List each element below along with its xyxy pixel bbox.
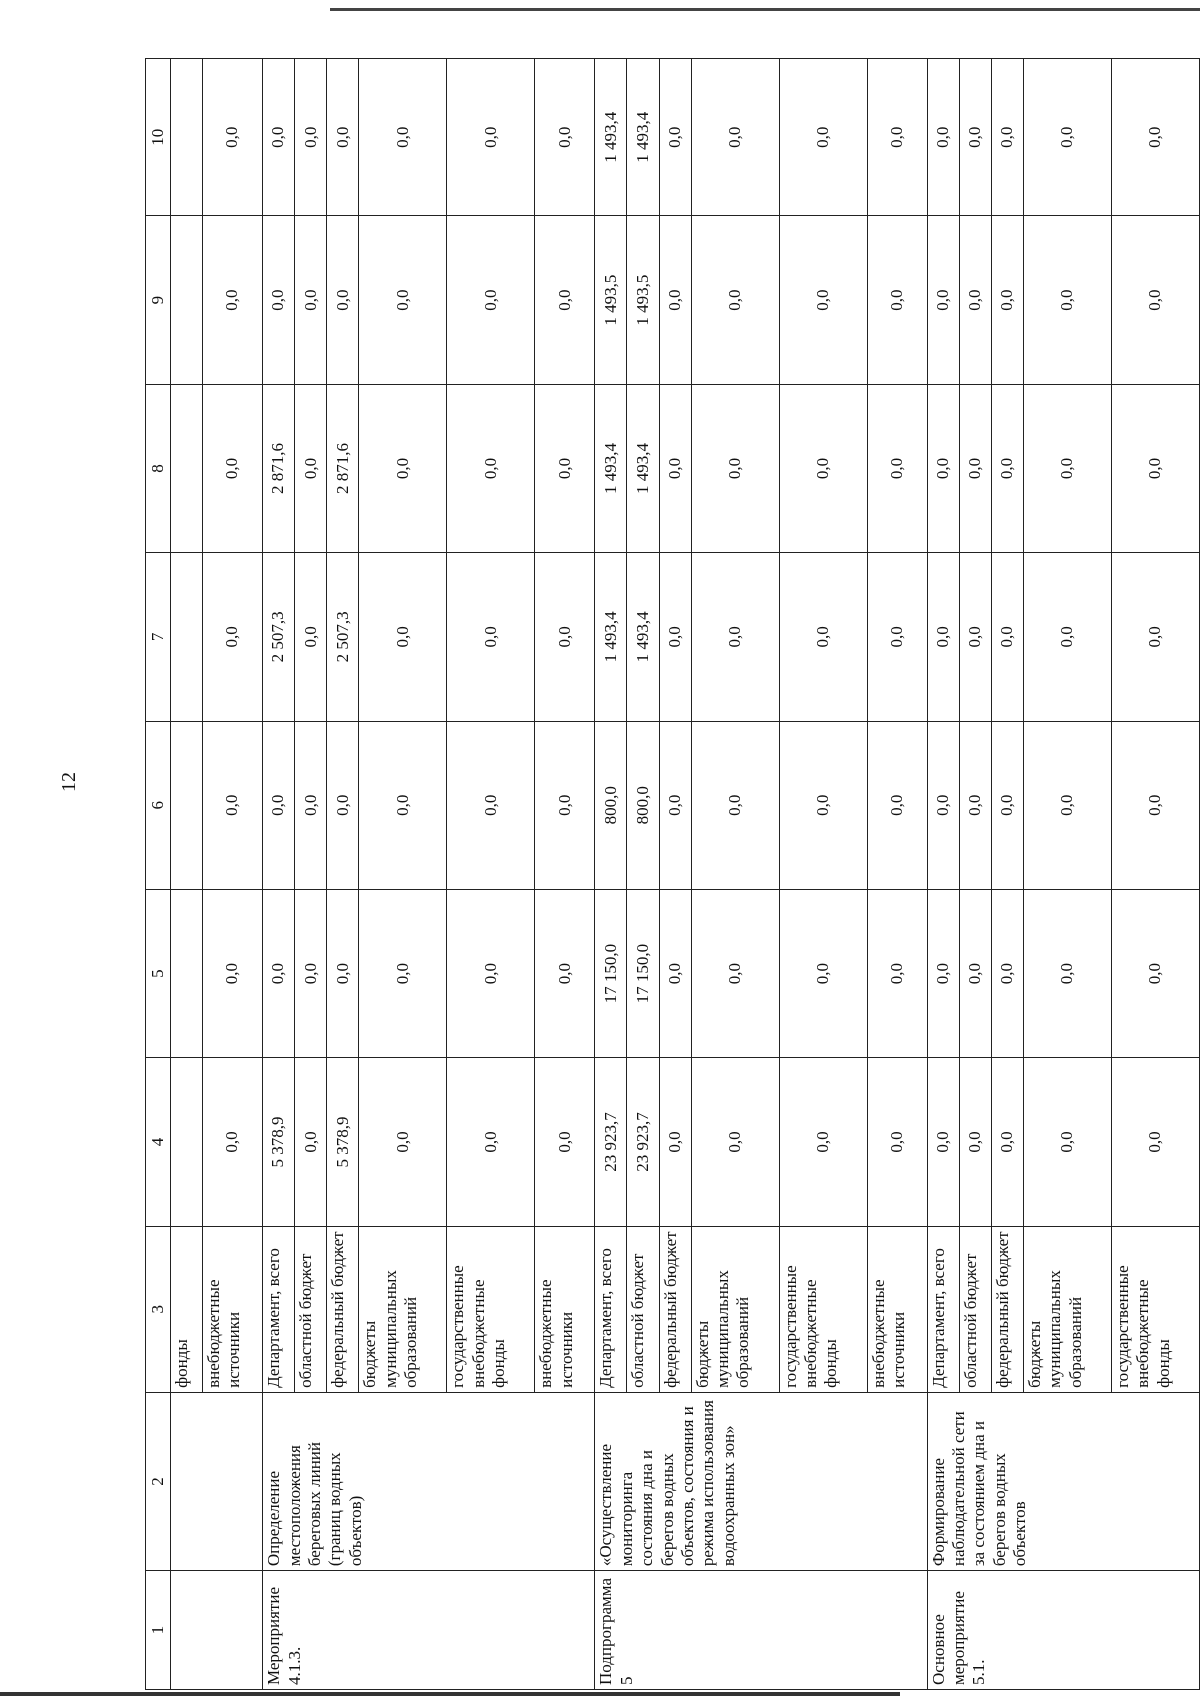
value-cell: 0,0 — [991, 216, 1023, 384]
funding-source: внебюджетные источники — [867, 1226, 927, 1392]
funding-source: Департамент, всего — [595, 1226, 627, 1392]
value-cell: 0,0 — [295, 384, 327, 552]
rotated-table-area — [145, 58, 1200, 1690]
value-cell: 0,0 — [991, 889, 1023, 1057]
value-cell: 0,0 — [927, 553, 959, 721]
value-cell: 0,0 — [203, 1058, 263, 1226]
value-cell: 0,0 — [659, 721, 691, 889]
value-cell: 0,0 — [203, 889, 263, 1057]
value-cell: 800,0 — [595, 721, 627, 889]
table-row — [171, 59, 203, 1690]
value-cell: 0,0 — [659, 216, 691, 384]
value-cell: 0,0 — [1023, 216, 1111, 384]
value-cell — [171, 721, 203, 889]
funding-source: внебюджетные источники — [203, 1226, 263, 1392]
value-cell: 0,0 — [927, 889, 959, 1057]
value-cell: 0,0 — [991, 59, 1023, 216]
value-cell: 0,0 — [535, 1058, 595, 1226]
value-cell: 0,0 — [535, 59, 595, 216]
value-cell: 0,0 — [1023, 1058, 1111, 1226]
funding-source: федеральный бюджет — [991, 1226, 1023, 1392]
value-cell: 0,0 — [867, 59, 927, 216]
budget-table — [145, 58, 1200, 1690]
value-cell: 0,0 — [327, 216, 359, 384]
item-title: Определение местоположения береговых линий (границ водных объектов) — [263, 1392, 595, 1570]
funding-source: бюджеты муниципальных образований — [691, 1226, 779, 1392]
value-cell: 0,0 — [203, 59, 263, 216]
column-number: 9 — [146, 216, 171, 384]
value-cell: 1 493,4 — [595, 59, 627, 216]
value-cell: 0,0 — [991, 1058, 1023, 1226]
value-cell: 0,0 — [359, 384, 447, 552]
funding-source: фонды — [171, 1226, 203, 1392]
value-cell — [171, 1058, 203, 1226]
value-cell: 0,0 — [867, 216, 927, 384]
value-cell: 0,0 — [779, 553, 867, 721]
funding-source: государственные внебюджетные фонды — [1111, 1226, 1199, 1392]
value-cell: 0,0 — [447, 721, 535, 889]
value-cell: 0,0 — [959, 553, 991, 721]
value-cell: 0,0 — [991, 384, 1023, 552]
value-cell: 0,0 — [779, 721, 867, 889]
column-number: 5 — [146, 889, 171, 1057]
column-number-row — [146, 59, 171, 1690]
column-number: 2 — [146, 1392, 171, 1570]
value-cell: 0,0 — [1023, 721, 1111, 889]
value-cell: 0,0 — [1111, 1058, 1199, 1226]
value-cell: 0,0 — [359, 1058, 447, 1226]
table-body — [171, 59, 1200, 1690]
value-cell: 0,0 — [203, 384, 263, 552]
value-cell: 0,0 — [1023, 889, 1111, 1057]
value-cell: 1 493,4 — [595, 384, 627, 552]
value-cell — [171, 384, 203, 552]
value-cell: 0,0 — [867, 889, 927, 1057]
value-cell: 17 150,0 — [627, 889, 659, 1057]
value-cell: 2 871,6 — [263, 384, 295, 552]
value-cell: 0,0 — [1023, 384, 1111, 552]
value-cell: 2 507,3 — [327, 553, 359, 721]
value-cell: 0,0 — [263, 59, 295, 216]
value-cell: 0,0 — [1111, 59, 1199, 216]
item-code: Подпрограмма 5 — [595, 1571, 927, 1690]
value-cell: 0,0 — [867, 1058, 927, 1226]
value-cell: 800,0 — [627, 721, 659, 889]
value-cell: 0,0 — [927, 59, 959, 216]
value-cell — [171, 59, 203, 216]
value-cell: 0,0 — [295, 721, 327, 889]
value-cell: 0,0 — [959, 1058, 991, 1226]
value-cell: 0,0 — [535, 384, 595, 552]
value-cell: 23 923,7 — [627, 1058, 659, 1226]
value-cell: 0,0 — [535, 889, 595, 1057]
funding-source: государственные внебюджетные фонды — [779, 1226, 867, 1392]
value-cell: 0,0 — [691, 889, 779, 1057]
column-number: 10 — [146, 59, 171, 216]
value-cell: 2 871,6 — [327, 384, 359, 552]
value-cell: 0,0 — [359, 721, 447, 889]
value-cell: 0,0 — [1111, 553, 1199, 721]
value-cell: 5 378,9 — [327, 1058, 359, 1226]
value-cell: 0,0 — [691, 1058, 779, 1226]
value-cell: 1 493,4 — [595, 553, 627, 721]
value-cell: 0,0 — [295, 216, 327, 384]
value-cell: 0,0 — [779, 216, 867, 384]
value-cell: 0,0 — [535, 216, 595, 384]
value-cell: 0,0 — [295, 553, 327, 721]
value-cell: 0,0 — [991, 721, 1023, 889]
value-cell: 0,0 — [1111, 721, 1199, 889]
value-cell: 0,0 — [927, 721, 959, 889]
value-cell: 0,0 — [659, 384, 691, 552]
value-cell: 5 378,9 — [263, 1058, 295, 1226]
table-row — [927, 59, 959, 1690]
value-cell: 0,0 — [203, 553, 263, 721]
value-cell: 0,0 — [779, 1058, 867, 1226]
funding-source: бюджеты муниципальных образований — [1023, 1226, 1111, 1392]
funding-source: Департамент, всего — [263, 1226, 295, 1392]
value-cell: 0,0 — [327, 889, 359, 1057]
value-cell: 0,0 — [991, 553, 1023, 721]
value-cell: 1 493,5 — [627, 216, 659, 384]
value-cell: 0,0 — [295, 1058, 327, 1226]
value-cell: 0,0 — [295, 59, 327, 216]
value-cell: 0,0 — [659, 1058, 691, 1226]
funding-source: федеральный бюджет — [659, 1226, 691, 1392]
value-cell: 0,0 — [1111, 216, 1199, 384]
bottom-rule — [0, 1692, 900, 1696]
funding-source: областной бюджет — [959, 1226, 991, 1392]
value-cell: 0,0 — [535, 721, 595, 889]
value-cell: 0,0 — [447, 384, 535, 552]
value-cell: 0,0 — [691, 59, 779, 216]
value-cell: 0,0 — [359, 216, 447, 384]
value-cell: 1 493,5 — [595, 216, 627, 384]
funding-source: Департамент, всего — [927, 1226, 959, 1392]
funding-source: бюджеты муниципальных образований — [359, 1226, 447, 1392]
value-cell: 0,0 — [867, 553, 927, 721]
value-cell: 0,0 — [359, 889, 447, 1057]
column-number: 6 — [146, 721, 171, 889]
value-cell: 0,0 — [959, 59, 991, 216]
value-cell: 0,0 — [447, 216, 535, 384]
value-cell: 0,0 — [927, 384, 959, 552]
funding-source: областной бюджет — [295, 1226, 327, 1392]
value-cell: 0,0 — [447, 59, 535, 216]
column-number: 7 — [146, 553, 171, 721]
value-cell: 0,0 — [959, 721, 991, 889]
value-cell — [171, 889, 203, 1057]
value-cell: 0,0 — [959, 889, 991, 1057]
value-cell: 1 493,4 — [627, 59, 659, 216]
value-cell: 0,0 — [263, 721, 295, 889]
value-cell: 0,0 — [691, 553, 779, 721]
value-cell: 0,0 — [927, 216, 959, 384]
item-title — [171, 1392, 263, 1570]
item-title: Формирование наблюдательной сети за состоянием дна и берегов водных объектов — [927, 1392, 1199, 1570]
value-cell: 0,0 — [1111, 384, 1199, 552]
value-cell: 0,0 — [659, 553, 691, 721]
value-cell: 0,0 — [295, 889, 327, 1057]
value-cell: 0,0 — [203, 216, 263, 384]
value-cell: 0,0 — [691, 216, 779, 384]
value-cell: 0,0 — [691, 384, 779, 552]
value-cell — [171, 553, 203, 721]
value-cell: 0,0 — [779, 59, 867, 216]
value-cell: 0,0 — [327, 721, 359, 889]
page-number: 12 — [58, 772, 80, 792]
item-code: Основное мероприятие 5.1. — [927, 1571, 1199, 1690]
item-code: Мероприятие 4.1.3. — [263, 1571, 595, 1690]
value-cell: 0,0 — [1111, 889, 1199, 1057]
value-cell: 0,0 — [327, 59, 359, 216]
value-cell: 0,0 — [959, 384, 991, 552]
column-number: 8 — [146, 384, 171, 552]
item-code — [171, 1571, 263, 1690]
funding-source: федеральный бюджет — [327, 1226, 359, 1392]
value-cell: 2 507,3 — [263, 553, 295, 721]
value-cell: 0,0 — [359, 553, 447, 721]
value-cell: 0,0 — [659, 889, 691, 1057]
value-cell: 0,0 — [263, 216, 295, 384]
value-cell: 0,0 — [447, 553, 535, 721]
value-cell: 23 923,7 — [595, 1058, 627, 1226]
value-cell: 0,0 — [779, 384, 867, 552]
value-cell: 1 493,4 — [627, 553, 659, 721]
value-cell: 0,0 — [659, 59, 691, 216]
table-row — [595, 59, 627, 1690]
funding-source: областной бюджет — [627, 1226, 659, 1392]
value-cell: 1 493,4 — [627, 384, 659, 552]
column-number: 1 — [146, 1571, 171, 1690]
value-cell: 0,0 — [691, 721, 779, 889]
value-cell: 0,0 — [867, 384, 927, 552]
table-row — [263, 59, 295, 1690]
value-cell: 0,0 — [1023, 59, 1111, 216]
value-cell: 0,0 — [1023, 553, 1111, 721]
funding-source: государственные внебюджетные фонды — [447, 1226, 535, 1392]
item-title: «Осуществление мониторинга состояния дна и берегов водных объектов, состояния и режима использования водоохранных зон» — [595, 1392, 927, 1570]
top-rule — [330, 8, 1200, 11]
value-cell: 0,0 — [927, 1058, 959, 1226]
value-cell: 0,0 — [535, 553, 595, 721]
value-cell: 0,0 — [959, 216, 991, 384]
value-cell: 0,0 — [447, 889, 535, 1057]
funding-source: внебюджетные источники — [535, 1226, 595, 1392]
column-number: 4 — [146, 1058, 171, 1226]
value-cell: 0,0 — [359, 59, 447, 216]
value-cell: 0,0 — [867, 721, 927, 889]
value-cell: 17 150,0 — [595, 889, 627, 1057]
value-cell: 0,0 — [203, 721, 263, 889]
value-cell: 0,0 — [263, 889, 295, 1057]
value-cell — [171, 216, 203, 384]
value-cell: 0,0 — [779, 889, 867, 1057]
value-cell: 0,0 — [447, 1058, 535, 1226]
column-number: 3 — [146, 1226, 171, 1392]
